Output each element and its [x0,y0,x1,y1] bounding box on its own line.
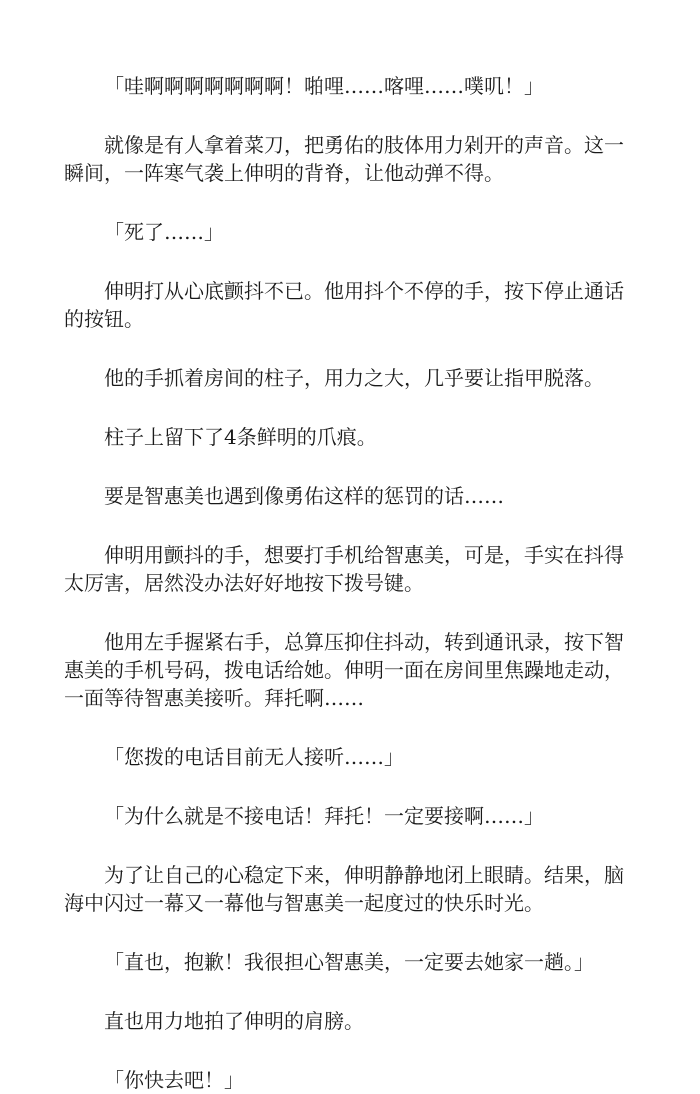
paragraph-13: 「直也，抱歉！我很担心智惠美，一定要去她家一趟。」 [104,950,594,974]
paragraph-9: 他用左手握紧右手，总算压抑住抖动，转到通讯录，按下智惠美的手机号码，拨电话给她。伸明一面在房间里焦躁地走动，一面等待智惠美接听。拜托啊…… [64,630,624,710]
paragraph-12: 为了让自己的心稳定下来，伸明静静地闭上眼睛。结果，脑海中闪过一幕又一幕他与智惠美一起度过的快乐时光。 [64,863,624,915]
paragraph-14: 直也用力地拍了伸明的肩膀。 [104,1009,364,1033]
paragraph-11: 「为什么就是不接电话！拜托！一定要接啊……」 [104,804,544,828]
paragraph-7: 要是智惠美也遇到像勇佑这样的惩罚的话…… [104,484,504,508]
paragraph-10: 「您拨的电话目前无人接听……」 [104,745,404,769]
paragraph-5: 他的手抓着房间的柱子，用力之大，几乎要让指甲脱落。 [104,366,604,390]
paragraph-15: 「你快去吧！」 [104,1068,244,1092]
paragraph-1: 「哇啊啊啊啊啊啊啊！啪哩……喀哩……噗叽！」 [104,74,544,98]
paragraph-2: 就像是有人拿着菜刀，把勇佑的肢体用力剁开的声音。这一瞬间，一阵寒气袭上伸明的背脊，让他动弹不得。 [64,133,624,185]
paragraph-3: 「死了……」 [104,220,224,244]
paragraph-8: 伸明用颤抖的手，想要打手机给智惠美，可是，手实在抖得太厉害，居然没办法好好地按下拨号键。 [64,543,624,595]
paragraph-4: 伸明打从心底颤抖不已。他用抖个不停的手，按下停止通话的按钮。 [64,279,624,331]
paragraph-6: 柱子上留下了4条鲜明的爪痕。 [104,425,377,449]
